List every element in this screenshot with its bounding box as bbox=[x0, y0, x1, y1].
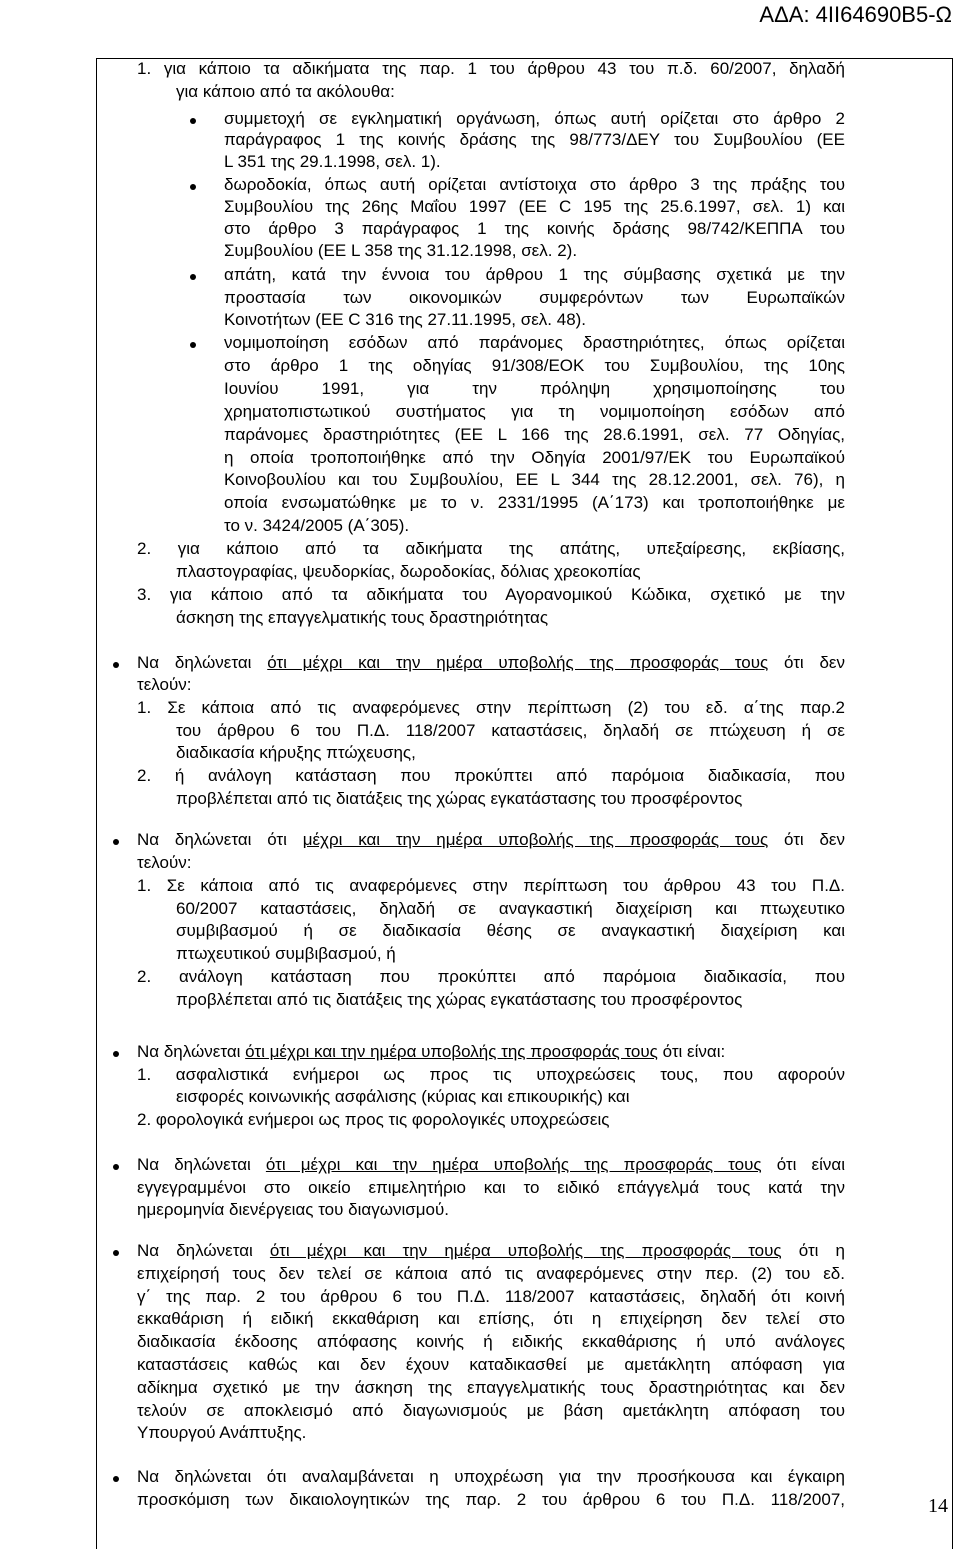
text-span: Να δηλώνεται bbox=[137, 1042, 246, 1061]
text-line: τελούν σε αποκλεισμό από διαγωνισμούς με βάση αμετάκλητη απόφαση του bbox=[137, 1401, 845, 1420]
bullet-icon bbox=[113, 1476, 119, 1482]
text-line: απάτη, κατά την έννοια του άρθρου 1 της σύμβασης σχετικά με την bbox=[224, 265, 845, 284]
text-line: εισφορές κοινωνικής ασφάλισης (κύριας και επικουρικής) και bbox=[176, 1087, 630, 1106]
text-span: ότι είναι: bbox=[657, 1042, 726, 1061]
text-line: του άρθρου 6 του Π.Δ. 118/2007 καταστάσεις, δηλαδή σε πτώχευση ή σε bbox=[176, 721, 845, 740]
page-number: 14 bbox=[928, 1495, 948, 1517]
bullet-icon bbox=[113, 1164, 119, 1170]
text-line: Κοινοτήτων (ΕΕ C 316 της 27.11.1995, σελ. 48). bbox=[224, 310, 587, 329]
bullet-icon bbox=[113, 662, 119, 668]
bullet-icon bbox=[190, 184, 196, 190]
text-line: συμμετοχή σε εγκληματική οργάνωση, όπως αυτή ορίζεται στο άρθρο 2 bbox=[224, 109, 845, 128]
text-span: ότι η bbox=[781, 1241, 845, 1260]
section-heading-line bbox=[137, 1154, 845, 1175]
text-line: διαδικασία κήρυξης πτώχευσης, bbox=[176, 743, 416, 762]
text-line: 60/2007 καταστάσεις, δηλαδή σε αναγκαστική διαχείριση και πτωχευτικο bbox=[176, 899, 845, 918]
text-line: 2. ανάλογη κατάσταση που προκύπτει από παρόμοια διαδικασία, που bbox=[137, 967, 845, 986]
text-line: οποία ενσωματώθηκε με το ν. 2331/1995 (Α΄173) και τροποποιήθηκε με bbox=[224, 493, 845, 512]
text-line: το ν. 3424/2005 (Α΄305). bbox=[224, 516, 410, 535]
text-line: παράνομες δραστηριότητες (ΕΕ L 166 της 28.6.1991, σελ. 77 Οδηγίας, bbox=[224, 425, 845, 444]
bullet-icon bbox=[113, 1250, 119, 1256]
text-line: χρηματοπιστωτικού συστήματος για τη νομιμοποίηση εσόδων από bbox=[224, 402, 845, 421]
text-line: 2. ή ανάλογη κατάσταση που προκύπτει από παρόμοια διαδικασία, που bbox=[137, 766, 845, 785]
underlined-text: μέχρι και την ημέρα υποβολής της προσφοράς τους bbox=[302, 830, 769, 849]
text-line: επιχείρησή τους δεν τελεί σε κάποια από τις αναφερόμενες στην περ. (2) του εδ. bbox=[137, 1264, 845, 1283]
text-line: L 351 της 29.1.1998, σελ. 1). bbox=[224, 152, 441, 171]
text-line: άσκηση της επαγγελματικής τους δραστηριότητας bbox=[176, 608, 549, 627]
text-line: πλαστογραφίας, ψευδορκίας, δωροδοκίας, δόλιας χρεοκοπίας bbox=[176, 562, 641, 581]
text-span: Να δηλώνεται bbox=[137, 1241, 270, 1260]
ada-code: ΑΔΑ: 4ΙΙ64690Β5-Ω bbox=[759, 2, 952, 27]
text-line: ημερομηνία διενέργειας του διαγωνισμού. bbox=[137, 1200, 450, 1219]
text-line: συμβιβασμού ή σε διαδικασία θέσης σε αναγκαστική διαχείριση και bbox=[176, 921, 845, 940]
underlined-text: ότι μέχρι και την ημέρα υποβολής της προσφοράς τους bbox=[245, 1042, 658, 1061]
text-line: καταστάσεις καθώς και δεν έχουν καταδικασθεί με αμετάκλητη απόφαση για bbox=[137, 1355, 845, 1374]
text-line: εγγεγραμμένοι στο οικείο επιμελητήριο και το ειδικό επάγγελμά τους κατά την bbox=[137, 1178, 845, 1197]
section-heading-line bbox=[137, 829, 845, 850]
section-heading-line bbox=[137, 1240, 845, 1261]
text-line: προσκόμιση των δικαιολογητικών της παρ. 2 του άρθρου 6 του Π.Δ. 118/2007, bbox=[137, 1490, 845, 1509]
text-line: στο άρθρο 1 της οδηγίας 91/308/ΕΟΚ του Συμβουλίου, της 10ης bbox=[224, 356, 845, 375]
text-span: ότι δεν bbox=[768, 830, 845, 849]
text-span: Να δηλώνεται bbox=[137, 1155, 266, 1174]
text-line: 2. φορολογικά ενήμεροι ως προς τις φορολογικές υποχρεώσεις bbox=[137, 1110, 610, 1129]
text-line: παράγραφος 1 της κοινής δράσης της 98/773/ΔΕΥ του Συμβουλίου (ΕΕ bbox=[224, 130, 845, 149]
text-line: Υπουργού Ανάπτυξης. bbox=[137, 1423, 307, 1442]
text-line: στο άρθρο 3 παράγραφος 1 της κοινής δράσης 98/742/ΚΕΠΠΑ του bbox=[224, 219, 845, 238]
section-heading-line bbox=[137, 652, 845, 673]
text-line: προβλέπεται από τις διατάξεις της χώρας εγκατάστασης του προσφέροντος bbox=[176, 789, 743, 808]
text-line: η οποία τροποποιήθηκε από την Οδηγία 2001/97/ΕΚ του Ευρωπαϊκού bbox=[224, 448, 845, 467]
text-line: Συμβουλίου της 26ης Μαΐου 1997 (ΕΕ C 195 της 25.6.1997, σελ. 1) και bbox=[224, 197, 845, 216]
text-line: πτωχευτικού συμβιβασμού, ή bbox=[176, 944, 396, 963]
bullet-icon bbox=[190, 274, 196, 280]
bullet-icon bbox=[190, 342, 196, 348]
text-line: 1. για κάποιο τα αδικήματα της παρ. 1 του άρθρου 43 του π.δ. 60/2007, δηλαδή bbox=[137, 59, 845, 78]
text-line: εκκαθάριση ή ειδική εκκαθάριση και επίσης, ότι η επιχείρηση δεν τελεί στο bbox=[137, 1309, 845, 1328]
text-line: Συμβουλίου (ΕΕ L 358 της 31.12.1998, σελ. 2). bbox=[224, 241, 578, 260]
text-line: δωροδοκία, όπως αυτή ορίζεται αντίστοιχα στο άρθρο 3 της πράξης του bbox=[224, 175, 845, 194]
text-span: Να δηλώνεται bbox=[137, 653, 268, 672]
text-line: τελούν: bbox=[137, 675, 192, 694]
bullet-icon bbox=[113, 1051, 119, 1057]
text-line: για κάποιο από τα ακόλουθα: bbox=[176, 82, 395, 101]
text-line: αδίκημα σχετικό με την άσκηση της επαγγελματικής τους δραστηριότητας και δεν bbox=[137, 1378, 845, 1397]
bullet-icon bbox=[113, 839, 119, 845]
underlined-text: ότι μέχρι και την ημέρα υποβολής της προσφοράς τους bbox=[265, 1155, 762, 1174]
text-line: Κοινοβουλίου και του Συμβουλίου, ΕΕ L 344 της 28.12.2001, σελ. 76), η bbox=[224, 470, 845, 489]
text-line: 1. ασφαλιστικά ενήμεροι ως προς τις υποχρεώσεις τους, που αφορούν bbox=[137, 1065, 845, 1084]
text-line: 1. Σε κάποια από τις αναφερόμενες στην περίπτωση του άρθρου 43 του Π.Δ. bbox=[137, 876, 845, 895]
text-line: προστασία των οικονομικών συμφερόντων των Ευρωπαϊκών bbox=[224, 288, 845, 307]
text-line: Ιουνίου 1991, για την πρόληψη χρησιμοποίησης του bbox=[224, 379, 845, 398]
text-line: τελούν: bbox=[137, 853, 192, 872]
underlined-text: ότι μέχρι και την ημέρα υποβολής της προσφοράς τους bbox=[269, 1241, 782, 1260]
section-heading-line bbox=[137, 1041, 725, 1062]
text-line: 1. Σε κάποια από τις αναφερόμενες στην περίπτωση (2) του εδ. α΄της παρ.2 bbox=[137, 698, 845, 717]
text-line: 2. για κάποιο από τα αδικήματα της απάτης, υπεξαίρεσης, εκβίασης, bbox=[137, 539, 845, 558]
text-span: ότι είναι bbox=[761, 1155, 845, 1174]
underlined-text: ότι μέχρι και την ημέρα υποβολής της προσφοράς τους bbox=[267, 653, 769, 672]
bullet-icon bbox=[190, 118, 196, 124]
text-line: νομιμοποίηση εσόδων από παράνομες δραστηριότητες, όπως ορίζεται bbox=[224, 333, 845, 352]
text-span: Να δηλώνεται ότι bbox=[137, 830, 303, 849]
text-line: προβλέπεται από τις διατάξεις της χώρας εγκατάστασης του προσφέροντος bbox=[176, 990, 743, 1009]
text-line: Να δηλώνεται ότι αναλαμβάνεται η υποχρέωση για την προσήκουσα και έγκαιρη bbox=[137, 1467, 845, 1486]
text-span: ότι δεν bbox=[768, 653, 845, 672]
text-line: 3. για κάποιο από τα αδικήματα του Αγορανομικού Κώδικα, σχετικό με την bbox=[137, 585, 845, 604]
text-line: διαδικασία έκδοσης απόφασης κοινής ή ειδικής εκκαθάρισης ή υπό ανάλογες bbox=[137, 1332, 845, 1351]
text-line: γ΄ της παρ. 2 του άρθρου 6 του Π.Δ. 118/2007 καταστάσεις, δηλαδή ότι κοινή bbox=[137, 1287, 845, 1306]
